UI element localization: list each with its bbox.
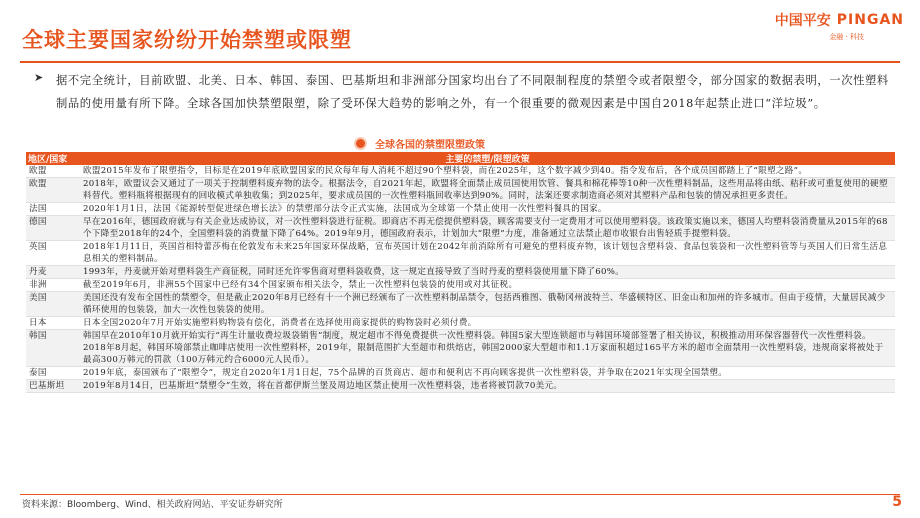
row-region: 美国 (26, 292, 80, 317)
table-row (26, 241, 895, 266)
table-row (26, 317, 895, 330)
page-number: 5 (892, 494, 902, 510)
summary-text: 据不完全统计，目前欧盟、北美、日本、韩国、泰国、巴基斯坦和非洲部分国家均出台了不同限制程度的禁塑令或者限塑令，部分国家的数据表明，一次性塑料制品的使用量有所下降。全球各国加快禁塑限塑，除了受环保大趋势的影响之外，有一个很重要的微观因素是中国自2018年起禁止进口“洋垃圾”。 (56, 74, 889, 110)
row-policy: 截至2019年6月，非洲55个国家中已经有34个国家颁布相关法令，禁止一次性塑料包装袋的使用或对其征税。 (80, 279, 895, 292)
table-row (26, 279, 895, 292)
row-region: 欧盟 (26, 178, 80, 203)
row-policy: 韩国早在2010年10月就开始实行“再生计量收费垃圾袋销售”制度，规定超市不得免费提供一次性塑料袋。韩国5家大型连锁超市与韩国环境部签署了相关协议，积极推动用环保容器替代一次性塑料袋。2018年8月起，韩国环境部禁止咖啡店使用一次性塑料杯，2019年，限制范围扩大至超市和烘焙店，韩国2000家大型超市和1.1万家面积超过165平方米的超市全面禁用一次性塑料袋，违规商家将被处于最高300万韩元的罚款（100万韩元约合6000元人民币）。 (80, 330, 895, 367)
logo-sub: 金融 · 科技 (829, 33, 864, 41)
table-caption (354, 136, 485, 151)
caption-dot-icon (354, 137, 367, 150)
row-region: 德国 (26, 216, 80, 241)
table-row (26, 330, 895, 367)
table-header-row (26, 152, 895, 165)
table-row (26, 216, 895, 241)
row-policy: 美国还没有发布全国性的禁塑令，但是截止2020年8月已经有十一个洲已经颁布了一次性塑料制品禁令，包括西雅图、俄勒冈州波特兰、华盛顿特区、旧金山和加州的许多城市。但由于疫情，大量居民减少循环使用的包装袋，加大一次性包装袋的使用。 (80, 292, 895, 317)
table-row (26, 178, 895, 203)
row-region: 英国 (26, 241, 80, 266)
table-row (26, 266, 895, 279)
pingan-logo (775, 10, 904, 42)
page-title: 全球主要国家纷纷开始禁塑或限塑 (22, 28, 352, 52)
row-region: 泰国 (26, 367, 80, 380)
logo-cn: 中国平安 (774, 13, 831, 29)
arrow-bullet-icon: ➤ (34, 71, 44, 84)
row-region: 法国 (26, 203, 80, 216)
row-policy: 日本全国2020年7月开始实施塑料购物袋有偿化，消费者在选择使用商家提供的购物袋时必须付费。 (80, 317, 895, 330)
table-row (26, 367, 895, 380)
row-region: 欧盟 (26, 165, 80, 178)
table-row (26, 292, 895, 317)
policy-table (26, 152, 895, 393)
row-region: 韩国 (26, 330, 80, 367)
table-caption-text: 全球各国的禁塑限塑政策 (375, 140, 485, 151)
source-note: 资料来源：Bloomberg、Wind、相关政府网站、平安证券研究所 (22, 500, 283, 510)
header-region: 地区/国家 (26, 152, 80, 165)
row-policy: 2018年1月11日，英国首相特蕾莎梅在伦敦发布未来25年国家环保战略，宣布英国计划在2042年前消除所有可避免的塑料废弃物，该计划包含塑料袋、食品包装袋和一次性塑料管等与英国人们日常生活息息相关的塑料制品。 (80, 241, 895, 266)
row-policy: 欧盟2015年发布了限塑指令，目标是在2019年底欧盟国家的民众每年每人消耗不超过90个塑料袋，而在2025年，这个数字减少到40。指令发布后，各个成员国都踏上了“限塑之路”。 (80, 165, 895, 178)
row-policy: 2019年底，泰国颁布了“限塑令”，规定自2020年1月1日起，75个品牌的百货商店、超市和便利店不再向顾客提供一次性塑料袋，并争取在2021年实现全国禁塑。 (80, 367, 895, 380)
title-divider (20, 61, 900, 63)
logo-en: PINGAN (836, 12, 904, 28)
row-policy: 1993年，丹麦就开始对塑料袋生产商征税，同时还允许零售商对塑料袋收费，这一规定直接导致了当时丹麦的塑料袋使用量下降了60%。 (80, 266, 895, 279)
row-policy: 2020年1月1日，法国《能源转型促进绿色增长法》的禁塑部分法令正式实施，法国成为全球第一个禁止使用一次性塑料餐具的国家。 (80, 203, 895, 216)
table-row (26, 165, 895, 178)
summary-bullet (34, 70, 890, 115)
row-policy: 2018年，欧盟议会又通过了一项关于控制塑料废弃物的法令。根据法令，自2021年起，欧盟将全面禁止成员国使用饮管、餐具和棉花棒等10种一次性塑料制品，这些用品将由纸、秸秆或可重复使用的硬塑料替代。塑料瓶将根据现有的回收模式单独收集；到2025年，要求成员国的一次性塑料瓶回收率达到90%。同时，法案还要求制造商必须对其塑料产品和包装的情况承担更多责任。 (80, 178, 895, 203)
table-row (26, 380, 895, 393)
header-policy: 主要的禁塑/限塑政策 (80, 152, 895, 165)
row-region: 日本 (26, 317, 80, 330)
row-region: 巴基斯坦 (26, 380, 80, 393)
row-policy: 2019年8月14日，巴基斯坦“禁塑令”生效，将在首都伊斯兰堡及周边地区禁止使用一次性塑料袋，违者将被罚款70美元。 (80, 380, 895, 393)
footer-divider (20, 494, 900, 495)
row-policy: 早在2016年，德国政府就与有关企业达成协议，对一次性塑料袋进行征税。即商店不再无偿提供塑料袋，顾客需要支付一定费用才可以使用塑料袋。该政策实施以来，德国人均塑料袋消费量从2015年的68个下降至2018年的24个，全国塑料袋的消费量下降了64%。2019年9月，德国政府表示，计划加大“限塑”力度，准备通过立法禁止超市收银台出售轻质手提塑料袋。 (80, 216, 895, 241)
table-row (26, 203, 895, 216)
row-region: 非洲 (26, 279, 80, 292)
row-region: 丹麦 (26, 266, 80, 279)
